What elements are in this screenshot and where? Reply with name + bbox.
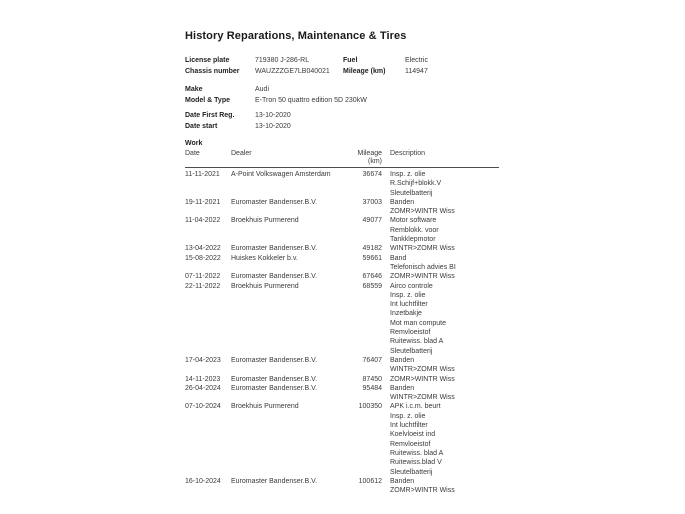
description-line: WINTR>ZOMR Wiss [390,366,455,374]
field-row [185,110,499,121]
cell-date: 14-11-2023 [185,375,221,383]
cell-date: 11-04-2022 [185,217,221,225]
description-line: Tankklepmotor [390,236,436,244]
field-row [185,66,499,77]
table-row [185,402,499,476]
cell-description [382,384,499,403]
vehicle-make-block [185,84,499,106]
description-line: ZOMR>WINTR Wiss [390,273,455,281]
description-line: Ruitewiss. blad A [390,449,444,457]
table-row [185,170,499,198]
cell-description [382,272,499,281]
cell-mileage: 49182 [362,245,382,253]
page-title: History Reparations, Maintenance & Tires [185,30,407,42]
cell-date: 16-10-2024 [185,477,221,485]
cell-mileage: 100612 [358,477,382,485]
cell-dealer: Euromaster Bandenser.B.V. [231,273,318,281]
description-line: Remvloeistof [390,440,431,448]
field-value: Audi [255,86,270,93]
report-document [185,30,499,495]
work-table-body [185,170,499,495]
description-line: Ruitewiss. blad A [390,338,444,346]
description-line: R.Schijf+blokk.V [390,180,442,188]
field-value: 719380 J-286-RL [255,57,310,64]
cell-description [382,216,499,244]
cell-mileage: 68559 [362,282,382,290]
column-header-description: Description [390,150,426,157]
cell-mileage: 67646 [362,273,382,281]
field-value: WAUZZZGE7LB040021 [255,68,330,75]
description-line: Insp. z. olie [390,291,426,299]
field-value: E-Tron 50 quattro edition 5D 230kW [255,97,367,104]
description-line: Airco controle [390,282,433,290]
cell-mileage: 36674 [362,171,382,178]
field-label: License plate [185,57,230,64]
work-section-title: Work [185,140,203,147]
column-header-date: Date [185,150,200,157]
cell-dealer: Broekhuis Purmerend [231,403,299,411]
table-row [185,254,499,273]
cell-dealer: Euromaster Bandenser.B.V. [231,356,318,364]
cell-dealer: Broekhuis Purmerend [231,282,299,290]
description-line: Insp. z. olie [390,171,426,178]
description-line: WINTR>ZOMR Wiss [390,394,455,402]
cell-dealer: Euromaster Bandenser.B.V. [231,375,318,383]
description-line: Insp. z. olie [390,412,426,420]
description-line: Int luchtfilter [390,422,428,430]
description-line: Sleutelbatterij [390,347,433,355]
description-line: Banden [390,198,415,206]
field-value: 13-10-2020 [255,123,291,130]
field-value: Electric [405,57,428,64]
cell-date: 07-10-2024 [185,403,221,411]
description-line: ZOMR>WINTR Wiss [390,375,455,383]
table-row [185,244,499,253]
cell-dealer: Euromaster Bandenser.B.V. [231,198,318,206]
field-row [185,84,499,95]
cell-dealer: Euromaster Bandenser.B.V. [231,384,318,392]
description-line: Banden [390,384,415,392]
cell-mileage: 76407 [362,356,382,364]
table-row [185,375,499,384]
description-line: Sleutelbatterij [390,189,433,197]
cell-mileage: 87450 [362,375,382,383]
cell-dealer: Broekhuis Purmerend [231,217,299,225]
field-label: Mileage (km) [343,68,386,75]
cell-date: 11-11-2021 [185,171,220,178]
cell-dealer: Euromaster Bandenser.B.V. [231,477,318,485]
description-line: APK i.c.m. beurt [390,403,441,411]
field-row [185,95,499,106]
description-line: Int luchtfilter [390,301,428,309]
vehicle-id-block [185,55,499,77]
cell-date: 17-04-2023 [185,356,221,364]
column-header-mileage: Mileage (km) [357,150,382,165]
cell-description [382,375,499,384]
cell-mileage: 59661 [362,254,382,262]
column-header-dealer: Dealer [231,150,252,157]
description-line: Banden [390,477,415,485]
cell-dealer: Huiskes Kokkeler b.v. [231,254,298,262]
field-value: 13-10-2020 [255,112,291,119]
work-table-header [185,149,499,168]
cell-date: 22-11-2022 [185,282,221,290]
table-row [185,477,499,496]
table-row [185,216,499,244]
cell-description [382,170,499,198]
description-line: Remvloeistof [390,329,431,337]
description-line: ZOMR>WINTR Wiss [390,487,455,495]
field-label: Fuel [343,57,358,64]
field-label: Model & Type [185,97,230,104]
description-line: Ruitewiss.blad V [390,459,442,467]
description-line: Telefonisch advies BI [390,263,456,271]
vehicle-dates-block [185,110,499,132]
cell-description [382,282,499,356]
table-row [185,272,499,281]
description-line: Koelvloeist ind [390,431,436,439]
field-label: Date First Reg. [185,112,235,119]
cell-description [382,254,499,273]
description-line: Mot man compute [390,319,447,327]
table-row [185,356,499,375]
cell-mileage: 49077 [362,217,382,225]
description-line: Remblokk. voor [390,226,439,234]
description-line: Inzetbakje [390,310,422,318]
description-line: WINTR>ZOMR Wiss [390,245,455,253]
field-label: Chassis number [185,68,240,75]
cell-description [382,402,499,476]
field-row [185,121,499,132]
cell-dealer: A-Point Volkswagen Amsterdam [231,171,331,178]
cell-dealer: Euromaster Bandenser.B.V. [231,245,318,253]
table-row [185,282,499,356]
field-value: 114947 [405,68,428,75]
cell-date: 13-04-2022 [185,245,221,253]
work-table [185,149,499,495]
cell-description [382,356,499,375]
cell-description [382,198,499,217]
cell-mileage: 37003 [362,198,382,206]
field-row [185,55,499,66]
cell-mileage: 100350 [358,403,382,411]
table-row [185,384,499,403]
table-row [185,198,499,217]
description-line: ZOMR>WINTR Wiss [390,208,455,216]
description-line: Band [390,254,407,262]
cell-date: 19-11-2021 [185,198,221,206]
cell-date: 26-04-2024 [185,384,221,392]
description-line: Banden [390,356,415,364]
cell-date: 07-11-2022 [185,273,221,281]
cell-mileage: 95484 [362,384,382,392]
description-line: Sleutelbatterij [390,468,433,476]
description-line: Motor software [390,217,437,225]
cell-description [382,477,499,496]
field-label: Date start [185,123,218,130]
cell-description [382,244,499,253]
field-label: Make [185,86,203,93]
cell-date: 15-08-2022 [185,254,221,262]
